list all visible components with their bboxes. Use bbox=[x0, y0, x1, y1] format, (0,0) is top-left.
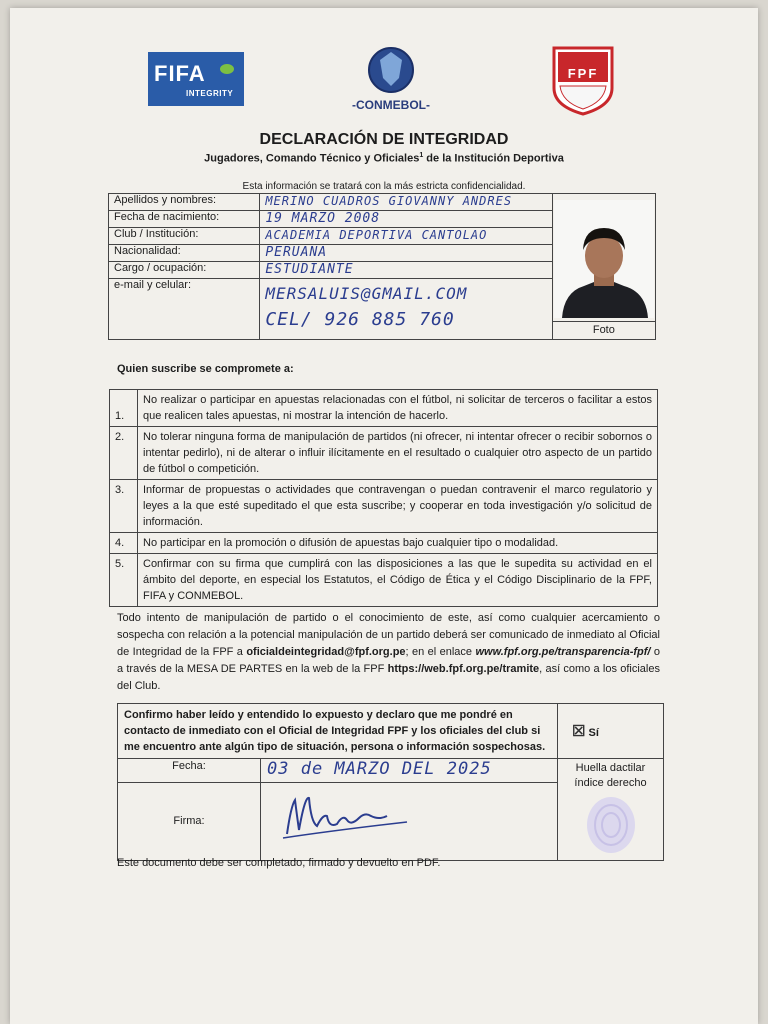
dob-value: 19 MARZO 2008 bbox=[260, 211, 552, 228]
yes-checkbox-cell[interactable] bbox=[558, 704, 664, 759]
commitment-row: 4. No participar en la promoción o difusión de apuestas bajo cualquier tipo o modalidad. bbox=[110, 533, 658, 554]
contact-value bbox=[260, 279, 552, 340]
commitment-row: 3. Informar de propuestas o actividades que contravengan o puedan contravenir el marco regulatorio y leyes a la que esté supeditado el que esta suscribe; y cooperar en toda investigación y/o solicitud de información. bbox=[110, 480, 658, 533]
surname-value: MERINO CUADROS GIOVANNY ANDRES bbox=[260, 194, 552, 211]
contact-label: e-mail y celular: bbox=[109, 279, 260, 340]
commitment-row: 2. No tolerar ninguna forma de manipulación de partidos (ni ofrecer, ni intentar ofrecer o recibir sobornos o intentar pedirlo), ni de alterar o influir ilícitamente en el resultado o cualquier otro aspecto de un partido de fútbol o competición. bbox=[110, 427, 658, 480]
signature-label: Firma: bbox=[118, 782, 261, 860]
surname-label: Apellidos y nombres: bbox=[109, 194, 260, 211]
tramite-link[interactable]: https://web.fpf.org.pe/tramite bbox=[387, 663, 540, 675]
player-photo bbox=[554, 200, 654, 318]
integrity-email-link[interactable]: oficialdeintegridad@fpf.org.pe bbox=[246, 646, 406, 658]
club-label: Club / Institución: bbox=[109, 228, 260, 245]
commitment-row: 5. Confirmar con su firma que cumplirá con las disposiciones a las que le supedita su actividad en el ámbito del deporte, en especial los Estatutos, el Código de Ética y el Código Disciplinario de la FPF, FIFA y CONMEBOL. bbox=[110, 554, 658, 607]
yes-label: Sí bbox=[588, 727, 599, 739]
personal-data-table bbox=[108, 193, 656, 340]
fingerprint-image bbox=[581, 793, 641, 855]
nationality-value: PERUANA bbox=[260, 245, 552, 262]
email-value: MERSALUIS@GMAIL.COM bbox=[265, 284, 468, 303]
date-value: 03 de MARZO DEL 2025 bbox=[261, 759, 558, 783]
conmebol-logo: -CONMEBOL- bbox=[350, 44, 432, 118]
footer-instructions: Este documento debe ser completado, firmado y devuelto en PDF. bbox=[117, 857, 441, 869]
document-title: DECLARACIÓN DE INTEGRIDAD bbox=[259, 131, 509, 148]
signature-cell bbox=[261, 782, 558, 860]
dob-label: Fecha de nacimiento: bbox=[109, 211, 260, 228]
handwritten-signature bbox=[267, 786, 417, 844]
fingerprint-label: Huella dactilar índice derecho bbox=[574, 762, 647, 789]
confirmation-table bbox=[117, 703, 664, 861]
document-subtitle: Jugadores, Comando Técnico y Oficiales$^1$ de la Institución Deportiva bbox=[204, 152, 564, 165]
phone-value: CEL/ 926 885 760 bbox=[265, 309, 455, 330]
occupation-value: ESTUDIANTE bbox=[260, 262, 552, 279]
confirmation-text: Confirmo haber leído y entendido lo expuesto y declaro que me pondré en contacto de inmediato con el Oficial de Integridad FPF y los oficiales del club si me encuentro ante algún tipo de situación, persona o información sospechosas. bbox=[118, 704, 558, 759]
fifa-integrity-logo: FIFA INTEGRITY bbox=[148, 52, 244, 106]
occupation-label: Cargo / ocupación: bbox=[109, 262, 260, 279]
commitments-table bbox=[109, 389, 658, 607]
checked-box-icon[interactable]: ☒ bbox=[572, 723, 586, 740]
fingerprint-cell bbox=[558, 759, 664, 861]
date-label: Fecha: bbox=[118, 759, 261, 783]
reporting-notice: Todo intento de manipulación de partido o el conocimiento de este, así como cualquier acercamiento o sospecha con relación a la potencial manipulación de un partido deberá ser comunicado de inmediato al Oficial de Integridad de la FPF a oficialdeintegridad@fpf.org.pe; en el enlace www.fpf.org.pe/transparencia-fpf/ o a través de la MESA DE PARTES en la web de la FPF https://web.fpf.org.pe/tramite, así como a los oficiales del Club. bbox=[117, 612, 660, 692]
commitments-heading: Quien suscribe se compromete a: bbox=[117, 363, 294, 375]
transparency-link[interactable]: www.fpf.org.pe/transparencia-fpf/ bbox=[475, 646, 651, 658]
commitment-row: 1. No realizar o participar en apuestas relacionadas con el fútbol, ni solicitar de terceros o facilitar a estos que realicen tales apuestas, ni mostrar la intención de hacerlo. bbox=[110, 390, 658, 427]
nationality-label: Nacionalidad: bbox=[109, 245, 260, 262]
confidentiality-note: Esta información se tratará con la más estricta confidencialidad. bbox=[242, 181, 526, 192]
photo-label: Foto bbox=[553, 321, 655, 339]
fpf-logo: FPF bbox=[552, 46, 614, 116]
photo-cell bbox=[552, 194, 655, 340]
club-value: ACADEMIA DEPORTIVA CANTOLAO bbox=[260, 228, 552, 245]
